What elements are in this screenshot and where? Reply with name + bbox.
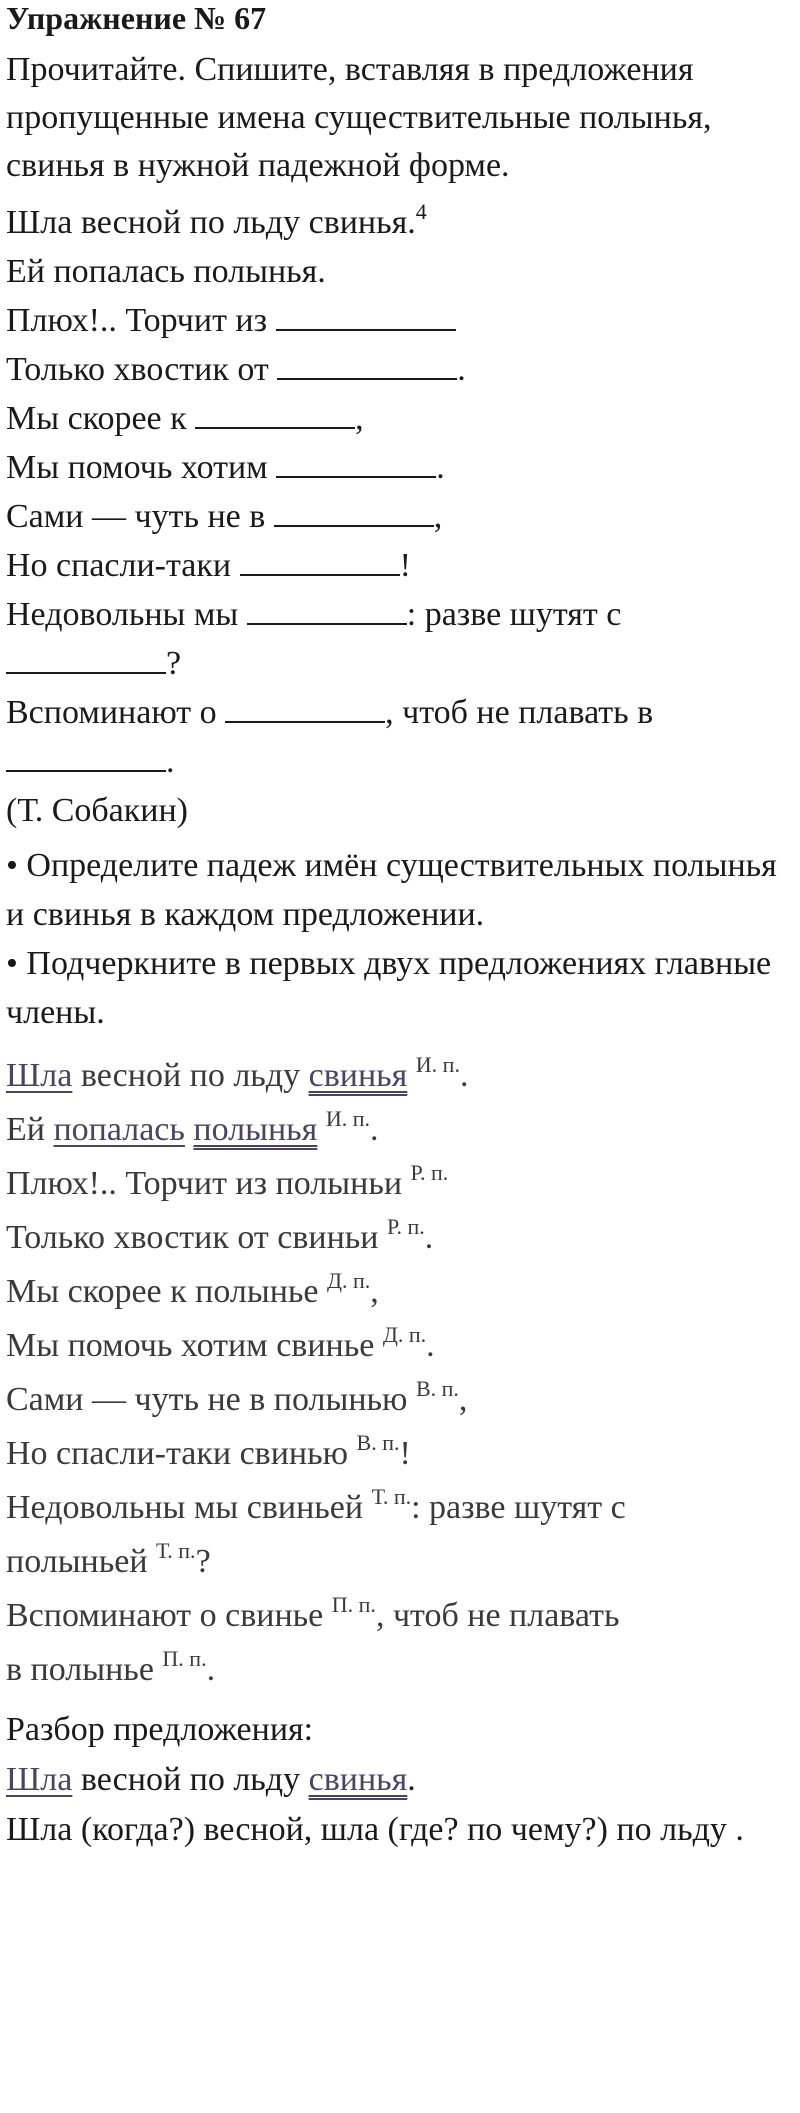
task-2: • Подчеркните в первых двух предложениях главные члены. xyxy=(6,945,772,1031)
case-label: Т. п. xyxy=(371,1484,412,1509)
blank xyxy=(195,397,355,429)
case-label: Р. п. xyxy=(387,1214,425,1239)
poem-line-5: Мы скорее к , xyxy=(6,394,800,443)
answer-line-6: Мы помочь хотим свинье $^{Д. п.}$. xyxy=(6,1322,435,1364)
footnote-mark: 4 xyxy=(415,199,427,224)
case-label: И. п. xyxy=(415,1052,460,1077)
blank xyxy=(276,299,456,331)
blank xyxy=(6,740,166,772)
answer-line-7: Сами — чуть не в полынью $^{В. п.}$, xyxy=(6,1376,468,1418)
poem-line-11: Вспоминают о , чтоб не плавать в xyxy=(6,688,800,737)
case-label: Д. п. xyxy=(382,1322,427,1347)
answer-line-11: Вспоминают о свинье $^{П. п.}$, чтоб не плавать xyxy=(6,1592,620,1634)
instruction: Прочитайте. Спишите, вставляя в предложения пропущенные имена существительные полынья, свинья в нужной падежной форме. xyxy=(6,51,712,184)
case-label: Р. п. xyxy=(410,1160,449,1185)
analysis-line-2: Шла (когда?) весной, шла (где? по чему?) по льду . xyxy=(6,1811,744,1848)
answer-line-12: в полынье $^{П. п.}$. xyxy=(6,1646,216,1688)
blank xyxy=(274,495,434,527)
answers xyxy=(6,1049,800,1697)
case-label: Т. п. xyxy=(156,1538,196,1563)
blank xyxy=(276,446,436,478)
blank xyxy=(225,691,385,723)
poem-line-7: Сами — чуть не в , xyxy=(6,492,800,541)
case-label: И. п. xyxy=(325,1106,370,1131)
poem-line-2: Ей попалась полынья. xyxy=(6,253,326,290)
answer-line-3: Плюх!.. Торчит из полыньи $^{Р. п.}$ xyxy=(6,1160,449,1202)
poem xyxy=(6,198,800,835)
case-label: Д. п. xyxy=(327,1268,371,1293)
blank xyxy=(240,544,400,576)
answer-line-8: Но спасли-таки свинью $^{В. п.}$! xyxy=(6,1430,411,1472)
poem-line-10: ? xyxy=(6,639,800,688)
case-label: П. п. xyxy=(162,1646,207,1671)
poem-author: (Т. Собакин) xyxy=(6,792,188,829)
blank xyxy=(6,642,166,674)
sentence-analysis xyxy=(6,1705,800,1855)
answer-line-10: полыньей $^{Т. п.}$? xyxy=(6,1538,211,1580)
answer-line-4: Только хвостик от свиньи $^{Р. п.}$. xyxy=(6,1214,434,1256)
answer-line-5: Мы скорее к полынье $^{Д. п.}$, xyxy=(6,1268,379,1310)
poem-line-9: Недовольны мы : разве шутят с xyxy=(6,590,800,639)
answer-line-1: Шла весной по льду свинья $^{И. п.}$. xyxy=(6,1052,469,1094)
analysis-line-1: Шла весной по льду свинья. xyxy=(6,1761,416,1798)
poem-line-1: Шла весной по льду свинья.$^4$ xyxy=(6,199,427,241)
tasks xyxy=(6,841,800,1037)
blank xyxy=(277,348,457,380)
poem-line-3: Плюх!.. Торчит из xyxy=(6,296,800,345)
answer-line-2: Ей попалась полынья $^{И. п.}$. xyxy=(6,1106,379,1148)
case-label: В. п. xyxy=(415,1376,459,1401)
answer-line-9: Недовольны мы свиньей $^{Т. п.}$: разве шутят с xyxy=(6,1484,626,1526)
task-1: • Определите падеж имён существительных полынья и свинья в каждом предложении. xyxy=(6,847,777,933)
analysis-heading: Разбор предложения: xyxy=(6,1711,314,1748)
poem-line-6: Мы помочь хотим . xyxy=(6,443,800,492)
poem-line-12: . xyxy=(6,737,800,786)
case-label: В. п. xyxy=(356,1430,400,1455)
blank xyxy=(247,593,407,625)
poem-line-8: Но спасли-таки ! xyxy=(6,541,800,590)
case-label: П. п. xyxy=(331,1592,376,1617)
poem-line-4: Только хвостик от . xyxy=(6,345,800,394)
exercise-title: Упражнение № 67 xyxy=(6,0,267,36)
